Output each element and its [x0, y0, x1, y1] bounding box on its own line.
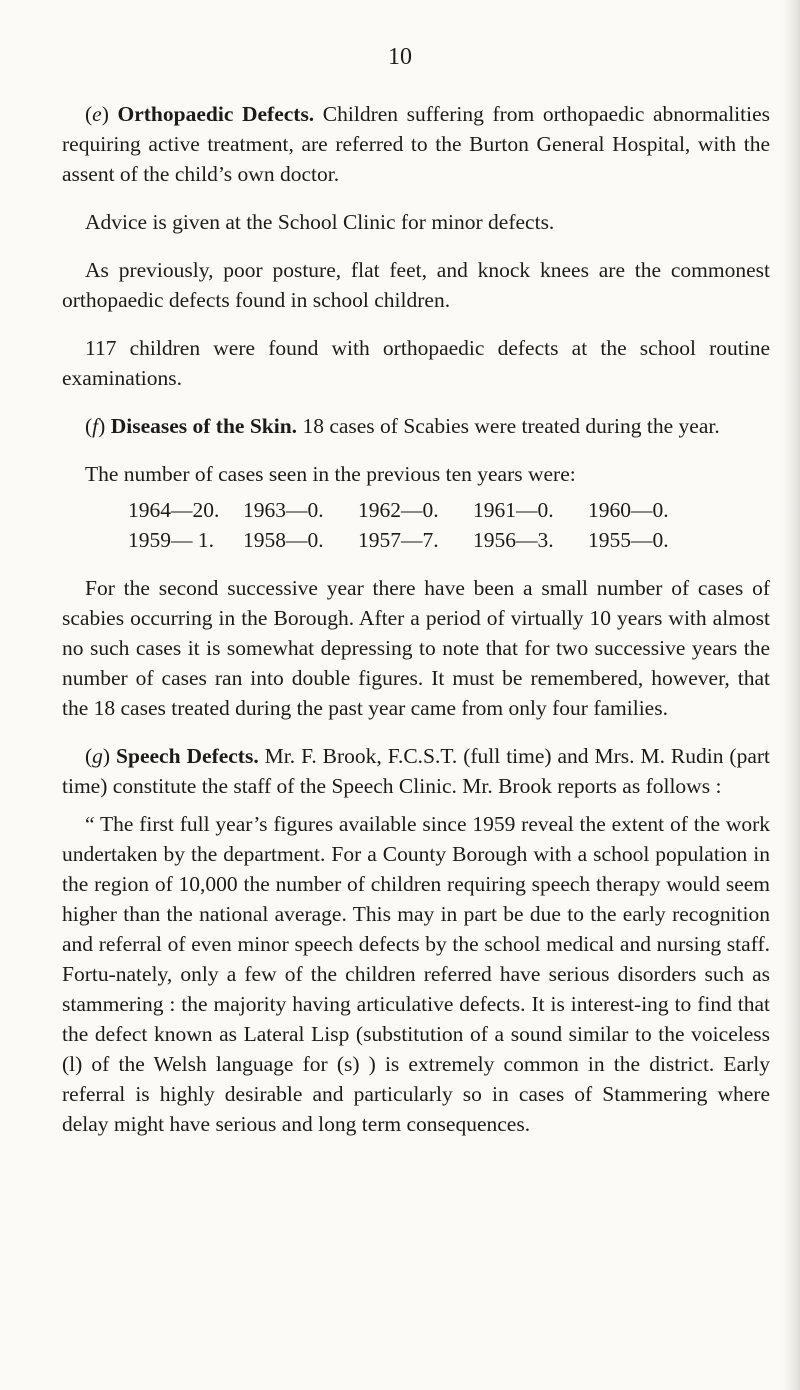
year-cell: 1963—0.	[243, 498, 324, 522]
year-cell: 1959— 1.	[128, 528, 214, 552]
orthopaedic-text: Children suffering from orthopaedic abnormalities requiring active treatment, are referred to the Burton General Hospital, with the assent of the child’s own doctor.	[62, 102, 770, 186]
year-cell: 1957—7.	[358, 528, 439, 552]
year-row	[128, 495, 770, 525]
skin-paragraph-3: For the second successive year there have been a small number of cases of scabies occurring in the Borough. After a period of virtually 10 years with almost no such cases it is somewhat depressing to note that for two successive years the number of cases ran into double figures. It must be remembered, however, that the 18 cases treated during the past year came from only four families.	[62, 576, 770, 720]
orthopaedic-paragraph-3: As previously, poor posture, flat feet, and knock knees are the commonest orthopaedic defects found in school children.	[62, 258, 770, 312]
year-cell: 1955—0.	[588, 528, 669, 552]
year-cell: 1960—0.	[588, 498, 669, 522]
skin-text: 18 cases of Scabies were treated during the year.	[302, 414, 720, 438]
year-row	[128, 525, 770, 555]
speech-paragraph-1	[62, 741, 770, 801]
scabies-year-table	[62, 495, 770, 555]
orthopaedic-paragraph-4: 117 children were found with orthopaedic defects at the school routine examinations.	[62, 336, 770, 390]
year-cell: 1964—20.	[128, 498, 220, 522]
speech-text: Mr. F. Brook, F.C.S.T. (full time) and Mrs. M. Rudin (part time) constitute the staff of the Speech Clinic. Mr. Brook reports as follows :	[62, 744, 771, 798]
page-edge-shadow	[782, 0, 800, 1390]
year-cell: 1956—3.	[473, 528, 554, 552]
speech-heading: Speech Defects.	[116, 744, 259, 768]
skin-heading: Diseases of the Skin.	[110, 414, 298, 438]
section-label-g: (g)	[85, 744, 111, 768]
page-number: 10	[388, 44, 412, 70]
section-label-e: (e)	[85, 102, 109, 126]
skin-paragraph-2: The number of cases seen in the previous ten years were:	[85, 462, 576, 486]
speech-report-quote: “ The first full year’s figures available since 1959 reveal the extent of the work undertaken by the department. For a County Borough with a school population in the region of 10,000 the number of children requiring speech therapy would seem higher than the national average. This may in part be due to the early recognition and referral of even minor speech defects by the school medical and nursing staff. Fortu-nately, only a few of the children referred have serious disorders such as stammering : the majority having articulative defects. It is interest-ing to find that the defect known as Lateral Lisp (substitution of a sound similar to the voiceless (l) of the Welsh language for (s) ) is extremely common in the district. Early referral is highly desirable and particularly so in cases of Stammering where delay might have serious and long term consequences.	[62, 812, 770, 1136]
year-cell: 1958—0.	[243, 528, 324, 552]
skin-paragraph-1	[62, 411, 770, 441]
document-body	[62, 99, 770, 1139]
year-cell: 1961—0.	[473, 498, 554, 522]
orthopaedic-heading: Orthopaedic Defects.	[117, 102, 315, 126]
year-cell: 1962—0.	[358, 498, 439, 522]
orthopaedic-paragraph-1	[62, 99, 770, 189]
section-label-f: (f)	[85, 414, 106, 438]
orthopaedic-paragraph-2: Advice is given at the School Clinic for minor defects.	[85, 210, 555, 234]
